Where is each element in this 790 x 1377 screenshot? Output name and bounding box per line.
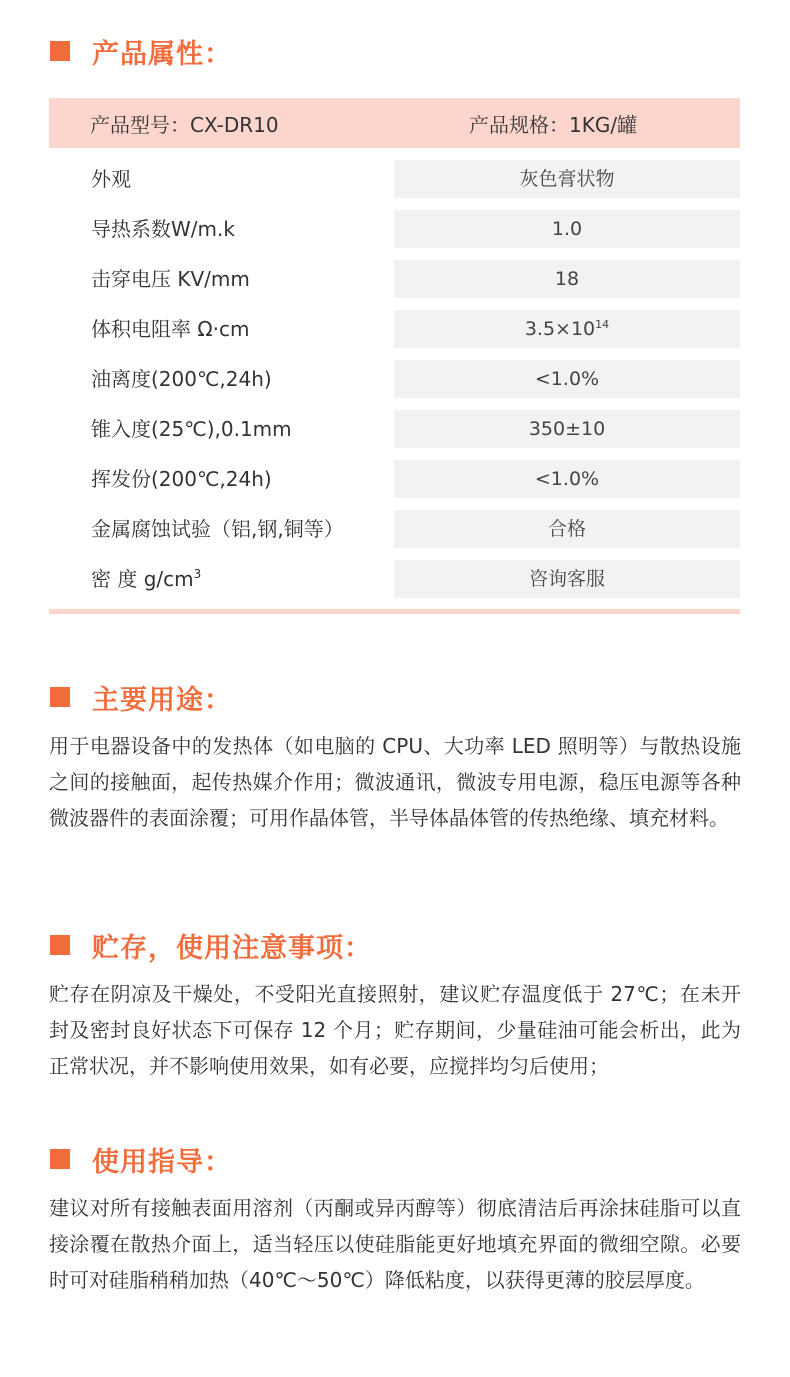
value-base: 3.5×10 bbox=[524, 318, 596, 340]
spec-table bbox=[49, 160, 740, 610]
row-label: 金属腐蚀试验（铝,钢,铜等） bbox=[91, 517, 344, 541]
row-value bbox=[394, 310, 740, 348]
usage-guide-paragraph: 建议对所有接触表面用溶剂（丙酮或异丙醇等）彻底清洁后再涂抹硅脂可以直接涂覆在散热介面上，适当轻压以使硅脂能更好地填充界面的微细空隙。必要时可对硅脂稍稍加热（40℃～50℃）降低粘度，以获得更薄的胶层厚度。 bbox=[49, 1196, 741, 1292]
value-exponent: 14 bbox=[595, 318, 610, 331]
product-spec: 产品规格：1KG/罐 bbox=[469, 112, 638, 137]
table-bottom-divider bbox=[49, 609, 740, 614]
product-model: 产品型号：CX-DR10 bbox=[90, 112, 279, 137]
row-label: 外观 bbox=[91, 167, 131, 191]
section-title-main-use bbox=[50, 677, 232, 717]
row-value: 350±10 bbox=[394, 410, 740, 448]
row-label: 导热系数W/m.k bbox=[91, 217, 235, 241]
label-base: 密 度 g/cm bbox=[91, 567, 194, 591]
row-value: <1.0% bbox=[394, 460, 740, 498]
main-use-paragraph: 用于电器设备中的发热体（如电脑的 CPU、大功率 LED 照明等）与散热设施之间的接触面，起传热媒介作用；微波通讯，微波专用电源，稳压电源等各种微波器件的表面涂覆；可用作晶体管，半导体晶体管的传热绝缘、填充材料。 bbox=[49, 734, 741, 830]
square-bullet-icon bbox=[50, 687, 70, 707]
spec-table-header bbox=[49, 98, 740, 148]
section-title-product-attributes bbox=[50, 31, 232, 71]
table-row bbox=[49, 160, 740, 198]
square-bullet-icon bbox=[50, 935, 70, 955]
row-label: 体积电阻率 Ω·cm bbox=[91, 317, 250, 341]
section-title-usage-guide bbox=[50, 1139, 232, 1179]
row-value: 1.0 bbox=[394, 210, 740, 248]
row-label bbox=[91, 560, 201, 598]
row-value: <1.0% bbox=[394, 360, 740, 398]
table-row bbox=[49, 510, 740, 548]
table-row bbox=[49, 260, 740, 298]
row-value: 灰色膏状物 bbox=[394, 160, 740, 198]
row-value: 18 bbox=[394, 260, 740, 298]
table-row bbox=[49, 210, 740, 248]
section-heading: 产品属性： bbox=[92, 38, 232, 70]
section-title-storage bbox=[50, 925, 372, 965]
table-row bbox=[49, 460, 740, 498]
section-heading: 使用指导： bbox=[92, 1146, 232, 1178]
section-heading: 主要用途： bbox=[92, 684, 232, 716]
table-row bbox=[49, 310, 740, 348]
table-row bbox=[49, 360, 740, 398]
row-value: 合格 bbox=[394, 510, 740, 548]
table-row bbox=[49, 410, 740, 448]
table-row bbox=[49, 560, 740, 598]
label-exponent: 3 bbox=[193, 567, 202, 581]
square-bullet-icon bbox=[50, 1149, 70, 1169]
square-bullet-icon bbox=[50, 41, 70, 61]
row-label: 锥入度(25℃),0.1mm bbox=[91, 417, 292, 441]
storage-paragraph: 贮存在阴凉及干燥处，不受阳光直接照射，建议贮存温度低于 27℃；在未开封及密封良好状态下可保存 12 个月；贮存期间，少量硅油可能会析出，此为正常状况，并不影响使用效果，如有必要，应搅拌均匀后使用； bbox=[49, 982, 741, 1078]
row-label: 挥发份(200℃,24h) bbox=[91, 467, 272, 491]
section-heading: 贮存，使用注意事项： bbox=[92, 932, 372, 964]
row-value: 咨询客服 bbox=[394, 560, 740, 598]
row-label: 油离度(200℃,24h) bbox=[91, 367, 272, 391]
row-label: 击穿电压 KV/mm bbox=[91, 267, 250, 291]
